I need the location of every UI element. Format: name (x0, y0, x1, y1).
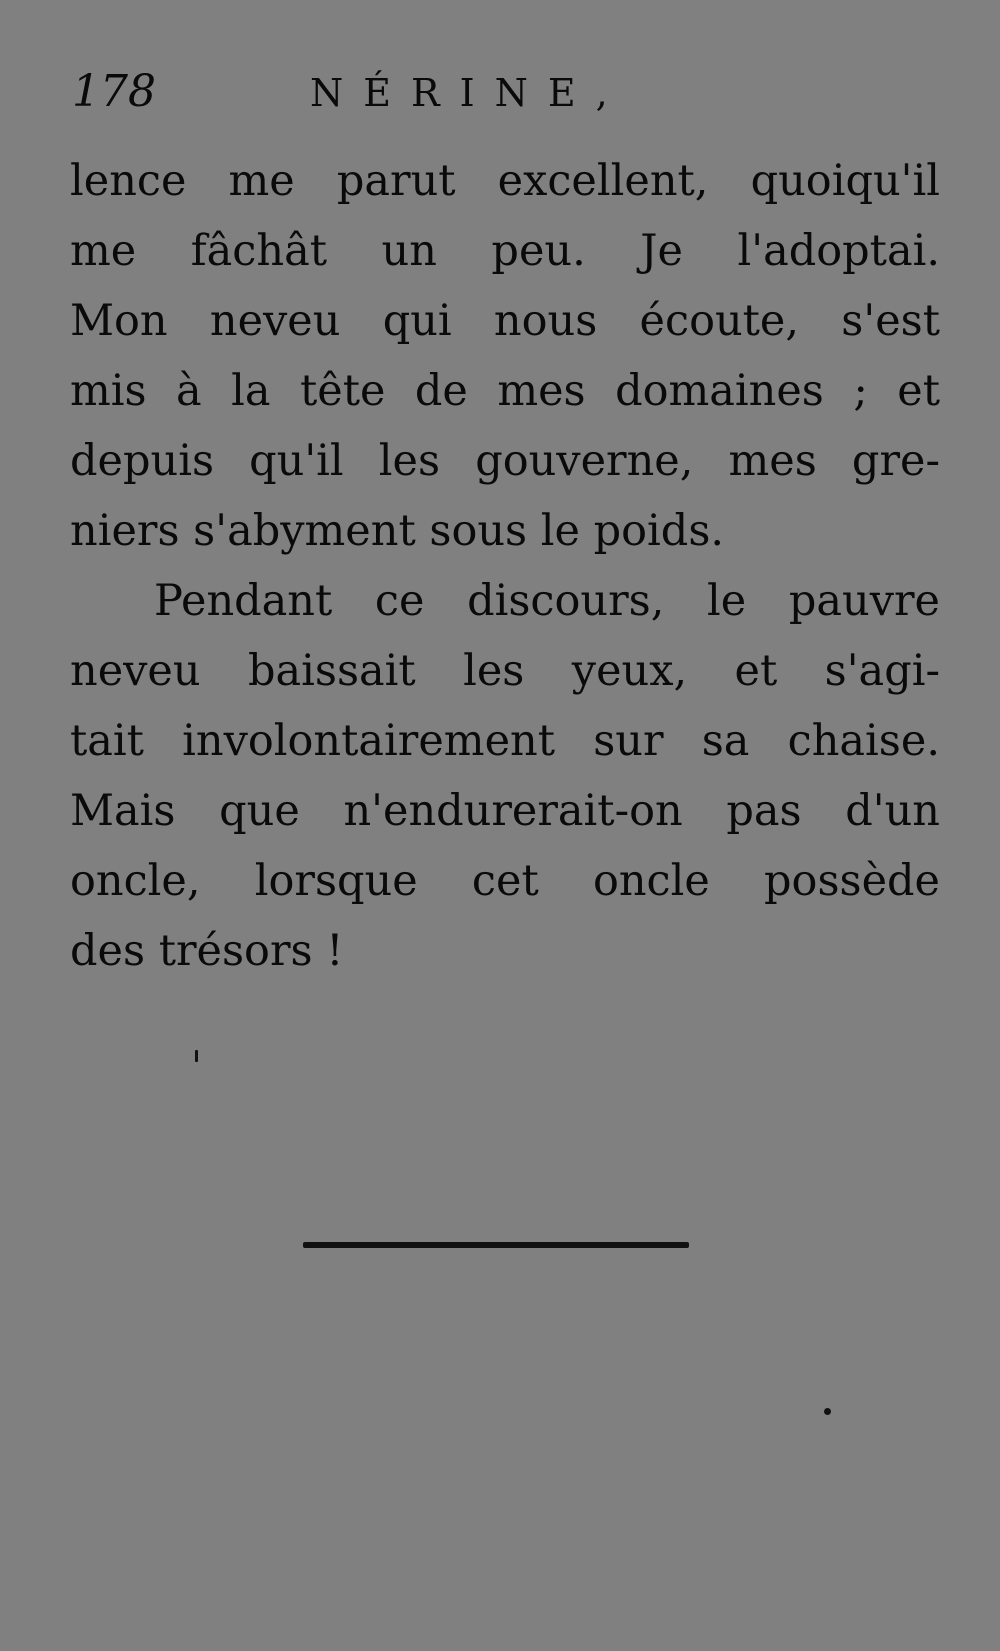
page-number: 178 (72, 66, 156, 117)
text-line: lence me parut excellent, quoiqu'il (70, 156, 940, 206)
text-line: tait involontairement sur sa chaise. (70, 716, 940, 766)
text-line: niers s'abyment sous le poids. (70, 506, 725, 556)
running-title: NÉRINE, (310, 71, 628, 115)
text-line: Mon neveu qui nous écoute, s'est (70, 296, 940, 346)
body-text (70, 146, 940, 986)
text-line: Mais que n'endurerait-on pas d'un (70, 786, 940, 836)
ink-speck (824, 1408, 831, 1415)
ink-speck (195, 1050, 198, 1062)
text-line: Pendant ce discours, le pauvre (154, 576, 940, 626)
text-line: depuis qu'il les gouverne, mes gre- (70, 436, 940, 486)
text-line: me fâchât un peu. Je l'adoptai. (70, 226, 940, 276)
page-header (72, 64, 712, 124)
text-line: oncle, lorsque cet oncle possède (70, 856, 940, 906)
text-line: des trésors ! (70, 926, 344, 976)
text-line: neveu baissait les yeux, et s'agi- (70, 646, 940, 696)
section-divider-rule (303, 1242, 689, 1248)
text-line: mis à la tête de mes domaines ; et (70, 366, 940, 416)
